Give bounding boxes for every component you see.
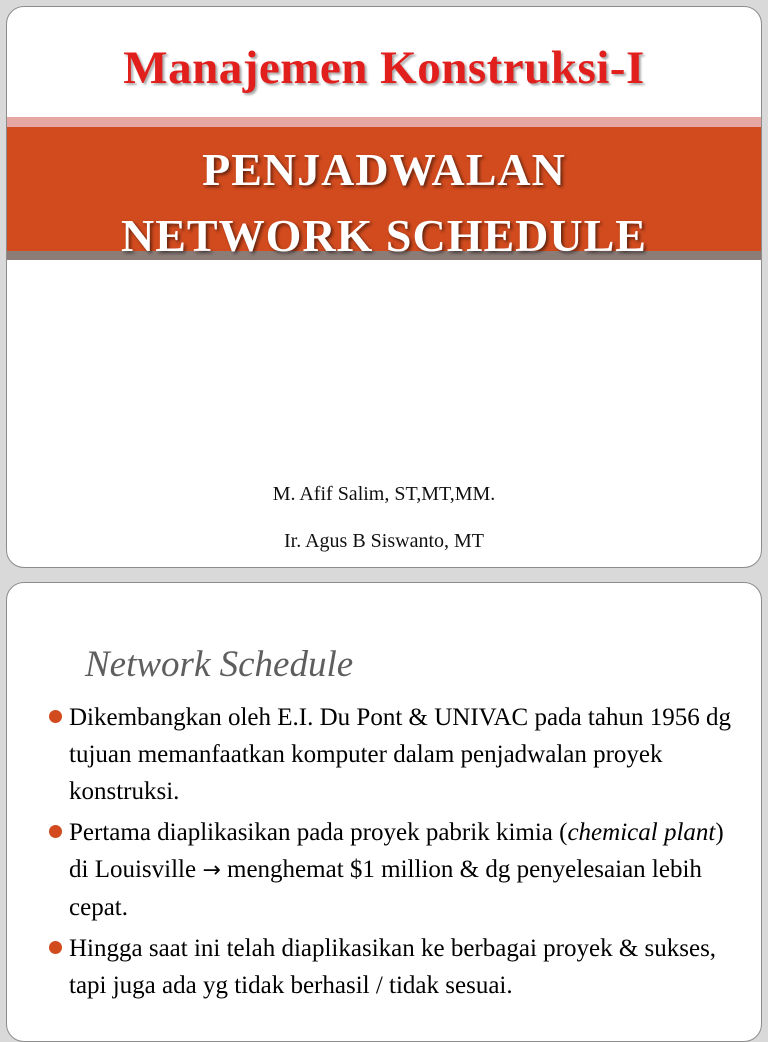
bullet-text-part: menghemat $1 million & dg penyelesaian lebih cepat. [69, 856, 702, 921]
bullet-item [47, 814, 747, 926]
bullet-dot-icon [49, 941, 62, 954]
author-name-1: M. Afif Salim, ST,MT,MM. [272, 483, 496, 505]
bullet-list [47, 699, 747, 1008]
course-title: Manajemen Konstruksi-I [123, 42, 645, 94]
slide-title: Network Schedule [85, 644, 354, 685]
main-title-line2: NETWORK SCHEDULE [121, 210, 647, 261]
bullet-item [47, 699, 747, 810]
accent-band-light [7, 117, 761, 127]
arrow-right-icon: → [202, 858, 221, 883]
title-slide [6, 6, 762, 568]
bullet-dot-icon [49, 710, 62, 723]
bullet-dot-icon [49, 825, 62, 838]
bullet-text: Dikembangkan oleh E.I. Du Pont & UNIVAC pada tahun 1956 dg tujuan memanfaatkan komputer dalam penjadwalan proyek konstruksi. [69, 704, 731, 805]
bullet-text-part: ) di Louisville [69, 819, 724, 883]
bullet-text: Hingga saat ini telah diaplikasikan ke berbagai proyek & sukses, tapi juga ada yg tidak berhasil / tidak sesuai. [69, 935, 717, 999]
bullet-text-part: Pertama diaplikasikan pada proyek pabrik kimia ( [69, 819, 568, 846]
content-slide [6, 582, 762, 1042]
main-title-line1: PENJADWALAN [202, 144, 566, 195]
bullet-item [47, 930, 747, 1004]
bullet-italic-term: chemical plant [567, 819, 716, 846]
author-name-2: Ir. Agus B Siswanto, MT [283, 530, 485, 552]
